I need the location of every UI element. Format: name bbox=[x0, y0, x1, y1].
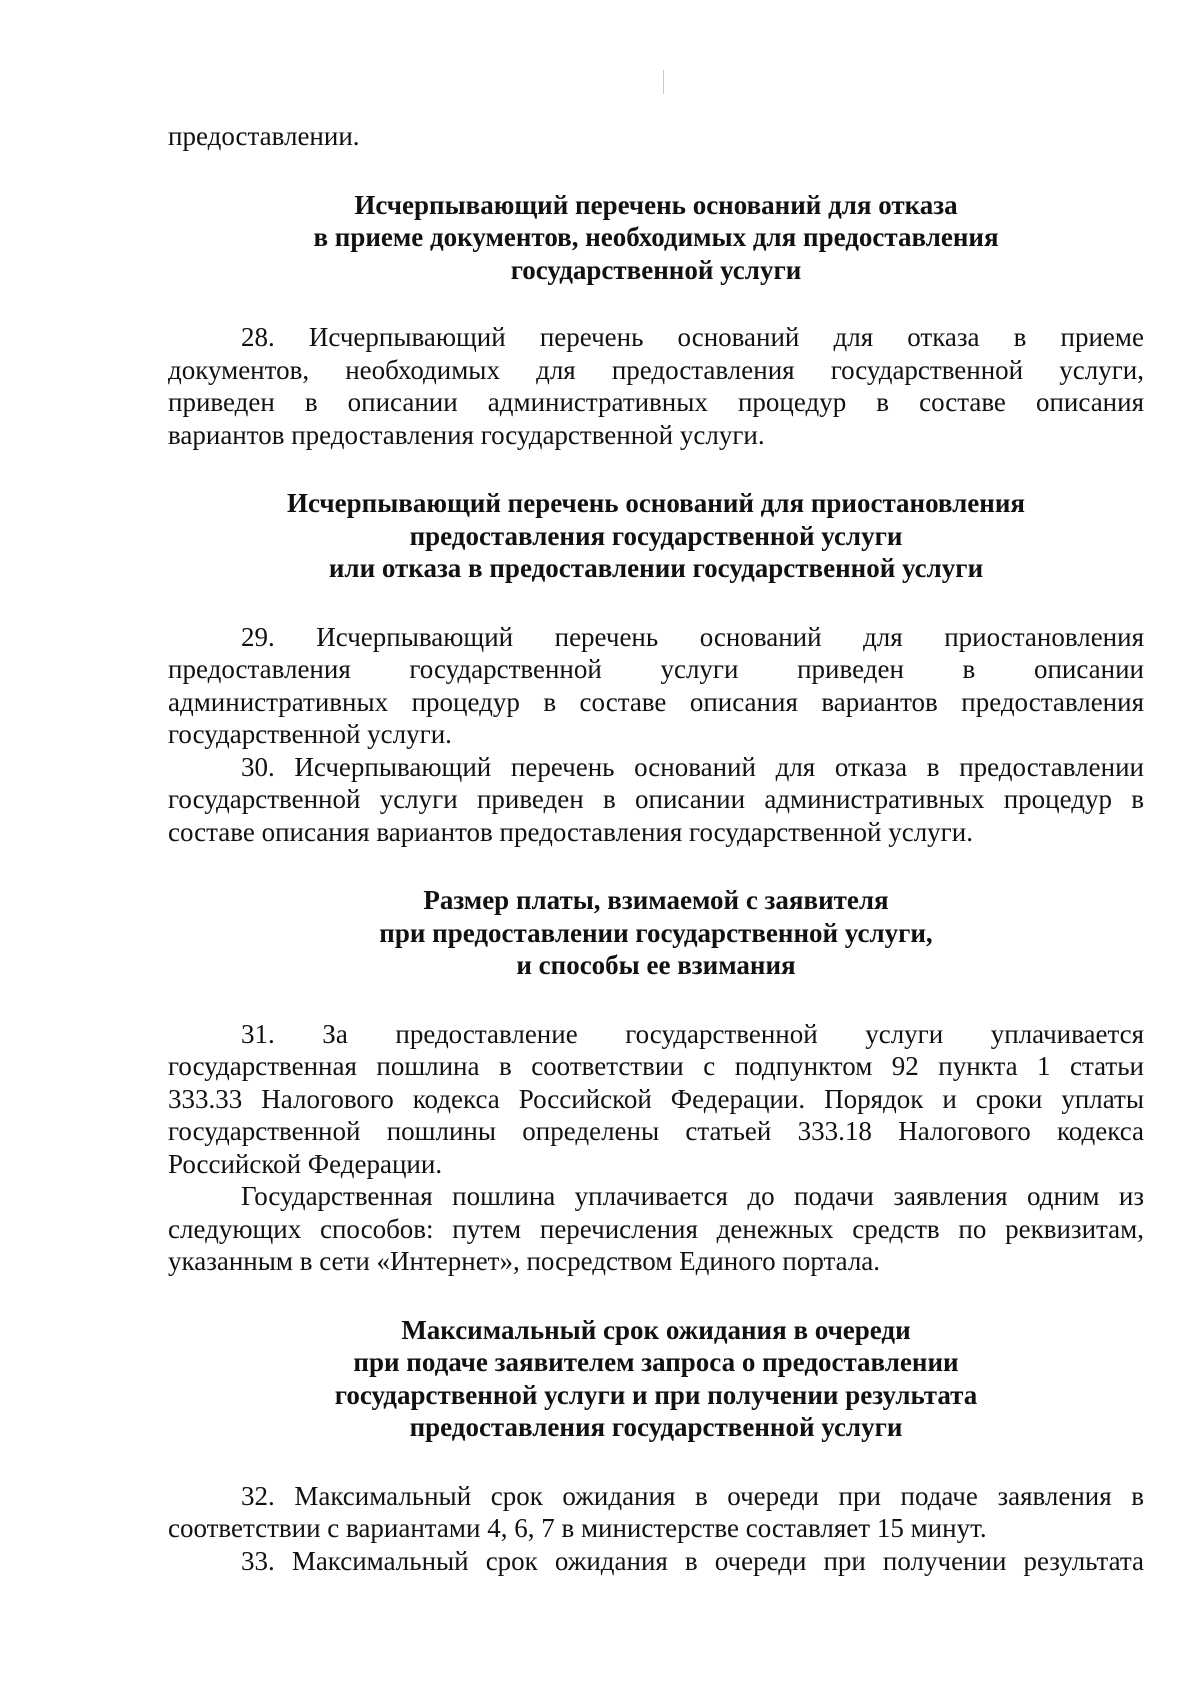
paragraph-33 bbox=[168, 1545, 1144, 1578]
heading-line: государственной услуги bbox=[510, 254, 802, 285]
paragraph-line: 30. Исчерпывающий перечень оснований для отказа в предоставлении bbox=[241, 751, 1144, 782]
heading-line: Исчерпывающий перечень оснований для отказа bbox=[354, 189, 958, 220]
paragraph-31 bbox=[168, 1018, 1144, 1181]
heading-line: при подаче заявителем запроса о предоставлении bbox=[353, 1347, 959, 1377]
paragraph-line: предоставления государственной услуги приведен в описании bbox=[168, 654, 1144, 684]
paragraph-line: 33. Максимальный срок ожидания в очереди при получении результата bbox=[241, 1545, 1144, 1576]
paragraph-line: Государственная пошлина уплачивается до подачи заявления одним из bbox=[241, 1181, 1144, 1211]
paragraph-line: следующих способов: путем перечисления денежных средств по реквизитам, bbox=[168, 1213, 1144, 1244]
paragraph-line: составе описания вариантов предоставления государственной услуги. bbox=[168, 816, 973, 847]
section-heading bbox=[168, 189, 1144, 287]
paragraph-line: соответствии с вариантами 4, 6, 7 в министерстве составляет 15 минут. bbox=[168, 1513, 987, 1543]
heading-line: Размер платы, взимаемой с заявителя bbox=[423, 885, 889, 915]
lead-line: предоставлении. bbox=[168, 121, 360, 151]
paragraph-31-continuation bbox=[168, 1180, 1144, 1278]
heading-line: Максимальный срок ожидания в очереди bbox=[401, 1314, 911, 1345]
paragraph-line: 32. Максимальный срок ожидания в очереди при подаче заявления в bbox=[241, 1480, 1144, 1511]
section-heading bbox=[168, 487, 1144, 585]
paragraph-line: 29. Исчерпывающий перечень оснований для приостановления bbox=[241, 621, 1144, 652]
heading-line: в приеме документов, необходимых для предоставления bbox=[313, 222, 999, 252]
document-body bbox=[168, 120, 1144, 1577]
heading-line: и способы ее взимания bbox=[516, 950, 796, 980]
section-heading bbox=[168, 884, 1144, 982]
paragraph-line: 28. Исчерпывающий перечень оснований для отказа в приеме bbox=[241, 322, 1144, 352]
heading-line: или отказа в предоставлении государственной услуги bbox=[328, 553, 984, 583]
paragraph-line: 31. За предоставление государственной услуги уплачивается bbox=[241, 1018, 1144, 1049]
paragraph-line: 333.33 Налогового кодекса Российской Федерации. Порядок и сроки уплаты bbox=[168, 1083, 1144, 1114]
heading-line: при предоставлении государственной услуги, bbox=[379, 917, 933, 948]
paragraph-line: приведен в описании административных процедур в составе описания bbox=[168, 387, 1144, 417]
paragraph-30 bbox=[168, 751, 1144, 849]
paragraph-line: вариантов предоставления государственной услуги. bbox=[168, 419, 765, 450]
paragraph-line: государственная пошлина в соответствии с подпунктом 92 пункта 1 статьи bbox=[168, 1051, 1144, 1081]
section-heading bbox=[168, 1314, 1144, 1444]
paragraph-line: Российской Федерации. bbox=[168, 1148, 443, 1179]
paragraph-line: государственной услуги. bbox=[168, 719, 452, 749]
paragraph-line: документов, необходимых для предоставления государственной услуги, bbox=[168, 354, 1144, 385]
paragraph-line: государственной услуги приведен в описании административных процедур в bbox=[168, 784, 1144, 814]
scan-mark bbox=[663, 70, 664, 94]
heading-line: государственной услуги и при получении результата bbox=[334, 1379, 978, 1410]
paragraph-29 bbox=[168, 621, 1144, 751]
paragraph-32 bbox=[168, 1480, 1144, 1545]
heading-line: предоставления государственной услуги bbox=[409, 1412, 903, 1442]
heading-line: Исчерпывающий перечень оснований для приостановления bbox=[286, 488, 1026, 518]
heading-line: предоставления государственной услуги bbox=[409, 520, 903, 551]
paragraph-28 bbox=[168, 321, 1144, 451]
paragraph-line: административных процедур в составе описания вариантов предоставления bbox=[168, 686, 1144, 717]
paragraph-line: указанным в сети «Интернет», посредством Единого портала. bbox=[168, 1246, 881, 1276]
paragraph-line: государственной пошлины определены статьей 333.18 Налогового кодекса bbox=[168, 1116, 1144, 1146]
